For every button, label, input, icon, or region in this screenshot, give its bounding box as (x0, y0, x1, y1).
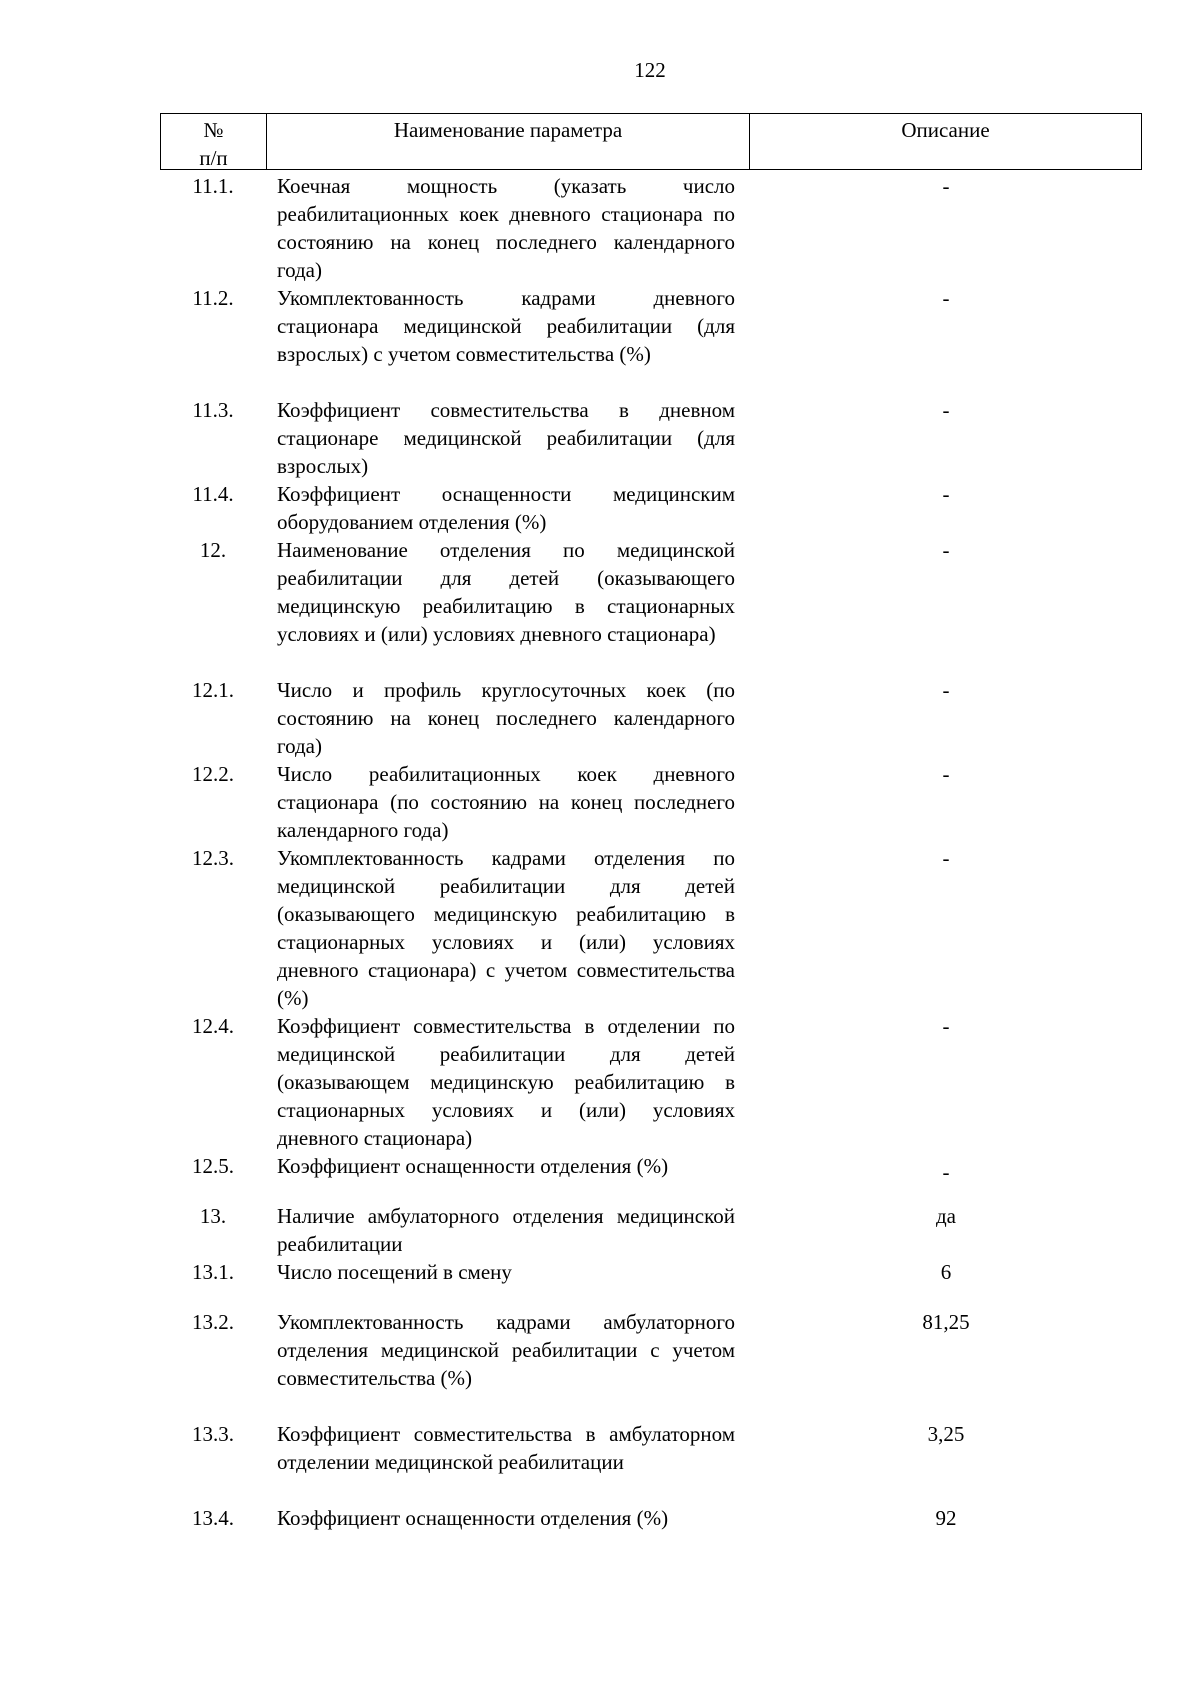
row-description: - (942, 678, 950, 702)
header-number: № п/п (161, 114, 267, 169)
row-number: 12. (199, 538, 227, 562)
page-number: 122 (634, 58, 666, 82)
row-parameter: Коэффициент совместительства в дневном стационаре медицинской реабилитации (для взрослых) (277, 398, 735, 478)
table-header (160, 113, 1142, 170)
row-parameter: Укомплектованность кадрами дневного стационара медицинской реабилитации (для взрослых) с учетом совместительства (%) (277, 286, 735, 366)
row-number: 12.4. (192, 1014, 234, 1038)
row-description: - (942, 762, 950, 786)
row-parameter: Коэффициент оснащенности медицинским оборудованием отделения (%) (277, 482, 735, 534)
row-parameter: Наличие амбулаторного отделения медицинской реабилитации (277, 1204, 735, 1256)
row-parameter: Коэффициент совместительства в амбулаторном отделении медицинской реабилитации (277, 1422, 735, 1474)
row-number: 13.3. (192, 1422, 234, 1446)
row-number: 12.1. (192, 678, 234, 702)
header-description: Описание (901, 118, 990, 142)
row-number: 11.3. (192, 398, 234, 422)
row-description: 3,25 (927, 1422, 965, 1446)
row-description: - (942, 286, 950, 310)
row-description: 6 (940, 1260, 952, 1284)
row-number: 13.4. (192, 1506, 234, 1530)
row-number: 11.1. (192, 174, 234, 198)
row-description: 92 (935, 1506, 957, 1530)
row-number: 13.1. (192, 1260, 234, 1284)
row-number: 13.2. (192, 1310, 234, 1334)
row-description: - (942, 174, 950, 198)
row-description: да (935, 1204, 956, 1228)
row-number: 12.2. (192, 762, 234, 786)
row-description: - (942, 482, 950, 506)
row-parameter: Укомплектованность кадрами амбулаторного отделения медицинской реабилитации с учетом совместительства (%) (277, 1310, 735, 1390)
row-parameter: Коэффициент оснащенности отделения (%) (277, 1506, 669, 1530)
row-number: 11.2. (192, 286, 234, 310)
row-parameter: Число реабилитационных коек дневного стационара (по состоянию на конец последнего календарного года) (277, 762, 735, 842)
row-parameter: Наименование отделения по медицинской реабилитации для детей (оказывающего медицинскую реабилитацию в стационарных условиях и (или) условиях дневного стационара) (277, 538, 735, 646)
row-parameter: Коэффициент оснащенности отделения (%) (277, 1154, 669, 1178)
row-parameter: Число посещений в смену (277, 1260, 512, 1284)
row-description: - (942, 398, 950, 422)
row-description: - (942, 1014, 950, 1038)
row-number: 12.3. (192, 846, 234, 870)
row-parameter: Коэффициент совместительства в отделении по медицинской реабилитации для детей (оказывающем медицинскую реабилитацию в стационарных условиях и (или) условиях дневного стационара) (277, 1014, 735, 1150)
row-parameter: Коечная мощность (указать число реабилитационных коек дневного стационара по состоянию на конец последнего календарного года) (277, 174, 735, 282)
row-description: - (942, 846, 950, 870)
row-number: 11.4. (192, 482, 234, 506)
row-parameter: Число и профиль круглосуточных коек (по состоянию на конец последнего календарного года) (277, 678, 735, 758)
row-description: - (942, 538, 950, 562)
row-description: 81,25 (922, 1310, 970, 1334)
row-number: 13. (199, 1204, 227, 1228)
row-number: 12.5. (192, 1154, 234, 1178)
header-parameter-name: Наименование параметра (267, 114, 750, 169)
row-parameter: Укомплектованность кадрами отделения по медицинской реабилитации для детей (оказывающего медицинскую реабилитацию в стационарных условиях и (или) условиях дневного стационара) с учетом совместительства (%) (277, 846, 735, 1010)
row-description: - (942, 1160, 950, 1184)
